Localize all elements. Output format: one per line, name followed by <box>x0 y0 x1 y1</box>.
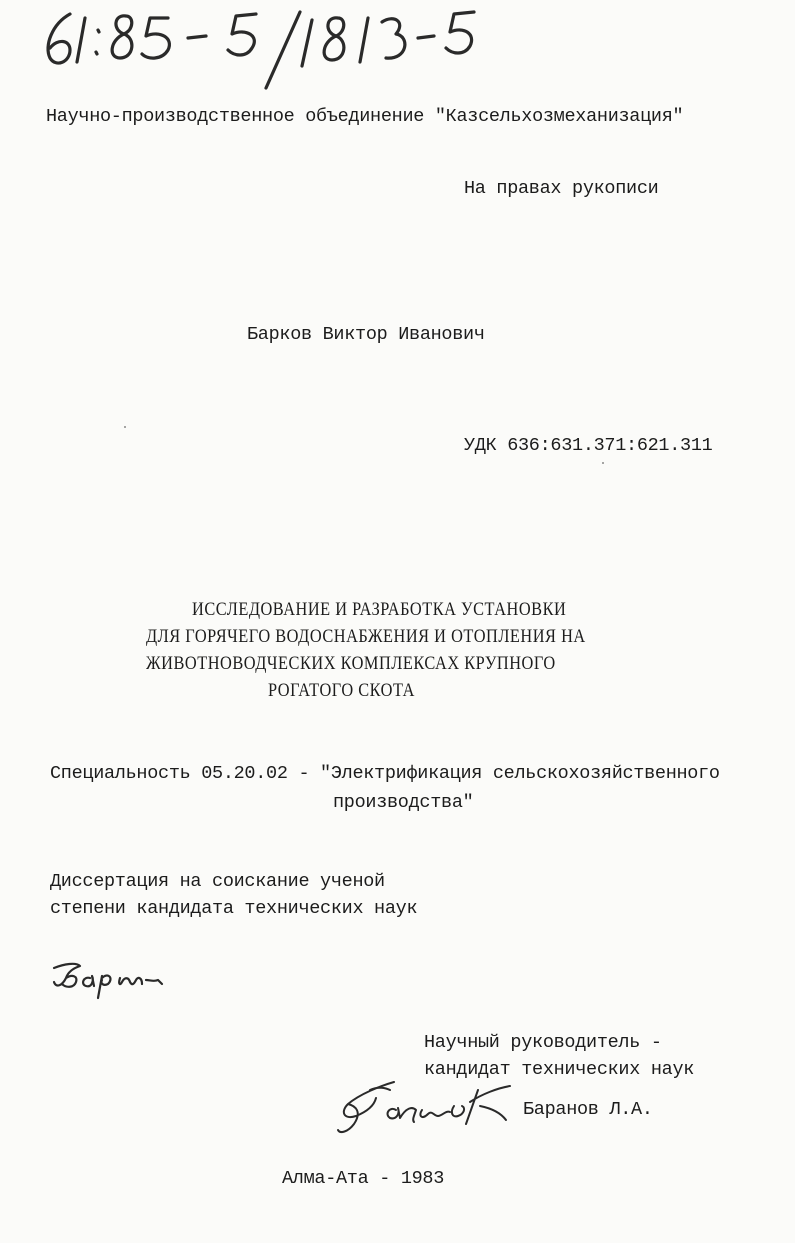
specialty-line-1: Специальность 05.20.02 - "Электрификация сельскохозяйственного <box>50 763 720 784</box>
dissertation-title-line-1: ИССЛЕДОВАНИЕ И РАЗРАБОТКА УСТАНОВКИ <box>192 599 567 620</box>
supervisor-signature <box>330 1076 520 1146</box>
scan-speck <box>124 426 126 428</box>
organization-name: Научно-производственное объединение "Казсельхозмеханизация" <box>46 106 684 127</box>
specialty-line-2: производства" <box>333 792 474 813</box>
author-name: Барков Виктор Иванович <box>247 324 485 345</box>
author-signature <box>46 954 176 1004</box>
scan-speck <box>602 462 604 464</box>
udc-code: УДК 636:631.371:621.311 <box>464 435 713 456</box>
supervisor-name: Баранов Л.А. <box>523 1099 653 1120</box>
dissertation-title-line-4: РОГАТОГО СКОТА <box>268 680 415 701</box>
handwritten-archive-number <box>30 0 490 95</box>
supervisor-line-2: кандидат технических наук <box>424 1059 695 1080</box>
supervisor-line-1: Научный руководитель - <box>424 1032 662 1053</box>
dissertation-line-2: степени кандидата технических наук <box>50 898 418 919</box>
dissertation-line-1: Диссертация на соискание ученой <box>50 871 385 892</box>
dissertation-title-line-3: ЖИВОТНОВОДЧЕСКИХ КОМПЛЕКСАХ КРУПНОГО <box>146 653 556 674</box>
place-and-year: Алма-Ата - 1983 <box>282 1168 445 1189</box>
manuscript-rights-note: На правах рукописи <box>464 178 659 199</box>
dissertation-title-line-2: ДЛЯ ГОРЯЧЕГО ВОДОСНАБЖЕНИЯ И ОТОПЛЕНИЯ НА <box>146 626 586 647</box>
